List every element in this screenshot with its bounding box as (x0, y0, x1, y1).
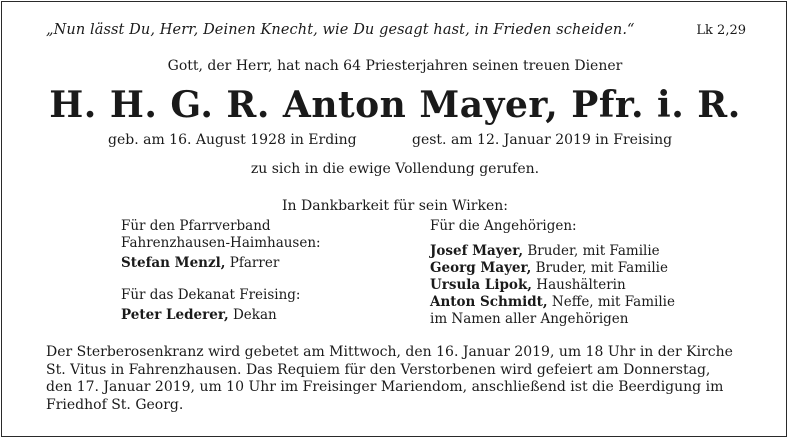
parish-signatory (121, 255, 321, 272)
signatory-name: Peter Lederer, (121, 307, 229, 323)
parish-mourners-column (121, 218, 321, 324)
relative-relation: Neffe, mit Familie (551, 294, 675, 310)
family-mourners-column (430, 218, 675, 328)
bible-reference: Lk 2,29 (696, 23, 746, 38)
parish-name: Fahrenzhausen-Haimhausen: (121, 235, 321, 251)
deceased-name: H. H. G. R. Anton Mayer, Pfr. i. R. (49, 84, 741, 126)
relative-name: Anton Schmidt, (430, 294, 548, 310)
intro-text: Gott, der Herr, hat nach 64 Priesterjahren seinen treuen Diener (167, 58, 623, 74)
relative-entry (430, 243, 675, 260)
relative-relation: Bruder, mit Familie (535, 260, 668, 276)
signatory-role: Pfarrer (229, 255, 280, 271)
relative-entry (430, 277, 675, 294)
service-line: St. Vitus in Fahrenzhausen. Das Requiem für den Verstorbenen wird gefeiert am Donnerstag, (46, 361, 711, 378)
parish-label: Für den Pfarrverband (121, 218, 271, 234)
deanery-signatory (121, 307, 321, 324)
birth-info: geb. am 16. August 1928 in Erding (108, 132, 357, 148)
bible-quote: „Nun lässt Du, Herr, Deinen Knecht, wie Du gesagt hast, in Frieden scheiden.“ (46, 22, 635, 38)
service-details (46, 344, 756, 414)
relative-entry (430, 260, 675, 277)
called-text: zu sich in die ewige Vollendung gerufen. (250, 161, 540, 177)
deanery-label: Für das Dekanat Freising: (121, 287, 301, 303)
service-line: den 17. Januar 2019, um 10 Uhr im Freisinger Mariendom, anschließend ist die Beerdigung im (46, 379, 724, 395)
signatory-role: Dekan (232, 307, 277, 323)
relative-relation: Haushälterin (536, 277, 626, 293)
service-line: Der Sterberosenkranz wird gebetet am Mittwoch, den 16. Januar 2019, um 18 Uhr in der Kirche (46, 344, 733, 360)
relative-name: Josef Mayer, (430, 243, 524, 259)
family-label: Für die Angehörigen: (430, 218, 577, 234)
family-closing-line: im Namen aller Angehörigen (430, 311, 629, 327)
relative-name: Georg Mayer, (430, 260, 532, 276)
relative-entry (430, 294, 675, 311)
service-line: Friedhof St. Georg. (46, 396, 184, 413)
gratitude-heading: In Dankbarkeit für sein Wirken: (282, 198, 508, 214)
signatory-name: Stefan Menzl, (121, 255, 226, 271)
relative-name: Ursula Lipok, (430, 277, 532, 293)
death-info: gest. am 12. Januar 2019 in Freising (412, 132, 673, 148)
relative-relation: Bruder, mit Familie (527, 243, 660, 259)
